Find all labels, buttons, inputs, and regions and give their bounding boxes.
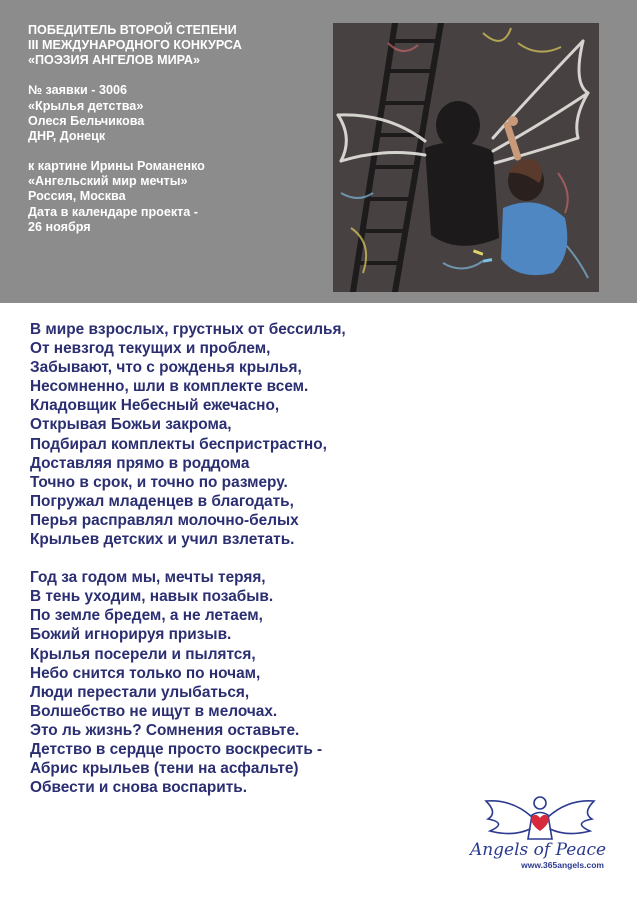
angels-of-peace-logo [468, 793, 608, 878]
poem-line: В мире взрослых, грустных от бессилья, [30, 321, 346, 338]
logo-url: www.365angels.com [521, 860, 604, 870]
poem-line: Доставляя прямо в роддома [30, 454, 250, 472]
award-line: «ПОЭЗИЯ АНГЕЛОВ МИРА» [28, 53, 201, 68]
painting-image [333, 23, 599, 292]
poem-line: Перья расправлял молочно-белых [30, 511, 299, 529]
poem-line: Погружал младенцев в благодать, [30, 492, 294, 510]
poem-line: Год за годом мы, мечты теряя, [30, 569, 266, 587]
entry-line: Олеся Бельчикова [28, 113, 145, 128]
painting-info-block [28, 159, 318, 235]
poem-line: Открывая Божьи закрома, [30, 416, 232, 434]
entry-line: ДНР, Донецк [28, 129, 106, 144]
poem-line: Абрис крыльев (тени на асфальте) [30, 760, 299, 778]
header-text [28, 23, 318, 250]
award-line: III МЕЖДУНАРОДНОГО КОНКУРСА [28, 38, 242, 53]
painting-line: «Ангельский мир мечты» [28, 174, 188, 189]
header-band [0, 0, 637, 303]
poem-line: Это ль жизнь? Сомнения оставьте. [30, 721, 300, 739]
painting-line: 26 ноября [28, 219, 91, 234]
poem-line: Обвести и снова воспарить. [30, 779, 248, 797]
poem-line: Небо снится только по ночам, [30, 664, 261, 682]
painting-line: Дата в календаре проекта - [28, 204, 198, 219]
poem-line: Крыльев детских и учил взлетать. [30, 531, 295, 549]
poem-line: В тень уходим, навык позабыв. [30, 588, 274, 606]
poem-stanza [30, 320, 346, 549]
painting-line: к картине Ирины Романенко [28, 159, 205, 174]
poem-line: Божий игнорируя призыв. [30, 626, 232, 644]
logo-name: Angels of Peace [469, 840, 607, 860]
entry-line: «Крылья детства» [28, 98, 144, 113]
poem-line: По земле бредем, а не летаем, [30, 607, 263, 625]
poem-line: Люди перестали улыбаться, [30, 683, 250, 701]
poem-area [0, 303, 637, 900]
entry-line: № заявки - 3006 [28, 83, 127, 98]
poem-line: Подбирал комплекты беспристрастно, [30, 435, 327, 453]
painting-line: Россия, Москва [28, 189, 126, 204]
poem-line: Точно в срок, и точно по размеру. [30, 473, 288, 491]
poem-line: Забывают, что с рожденья крылья, [30, 359, 302, 377]
angel-icon [468, 793, 608, 843]
poem-line: Несомненно, шли в комплекте всем. [30, 378, 309, 396]
entry-block [28, 83, 318, 144]
poem-line: Волшебство не ищут в мелочах. [30, 702, 278, 720]
award-line: ПОБЕДИТЕЛЬ ВТОРОЙ СТЕПЕНИ [28, 23, 237, 37]
poem-line: Крылья посерели и пылятся, [30, 645, 256, 663]
poem-line: От невзгод текущих и проблем, [30, 340, 271, 358]
poem-line: Кладовщик Небесный ежечасно, [30, 397, 280, 415]
poem-line: Детство в сердце просто воскресить - [30, 740, 323, 758]
award-block [28, 23, 318, 69]
poem-stanza [30, 568, 346, 797]
poem [30, 320, 346, 816]
